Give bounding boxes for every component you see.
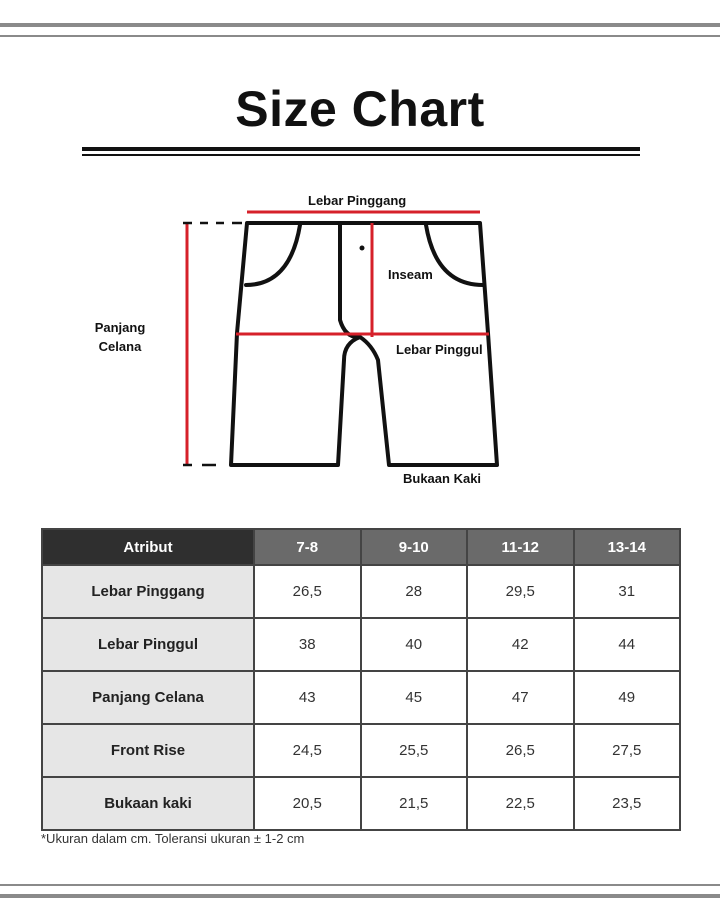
table-row <box>42 724 680 777</box>
cell-value: 27,5 <box>574 724 681 777</box>
shorts-diagram <box>0 185 720 505</box>
cell-value: 28 <box>361 565 468 618</box>
header-attribute: Atribut <box>42 529 254 565</box>
table-row <box>42 777 680 830</box>
button-dot <box>360 246 365 251</box>
cell-value: 31 <box>574 565 681 618</box>
cell-value: 42 <box>467 618 574 671</box>
label-hip: Lebar Pinggul <box>396 342 483 357</box>
cell-value: 40 <box>361 618 468 671</box>
cell-value: 26,5 <box>254 565 361 618</box>
row-label: Lebar Pinggul <box>42 618 254 671</box>
size-table <box>41 528 681 831</box>
cell-value: 24,5 <box>254 724 361 777</box>
table-row <box>42 618 680 671</box>
cell-value: 44 <box>574 618 681 671</box>
header-size: 7-8 <box>254 529 361 565</box>
table-row <box>42 671 680 724</box>
label-length <box>80 318 160 356</box>
bottom-rule-thin <box>0 884 720 886</box>
label-leg-opening: Bukaan Kaki <box>403 471 482 486</box>
header-size: 9-10 <box>361 529 468 565</box>
table-row <box>42 565 680 618</box>
row-label: Lebar Pinggang <box>42 565 254 618</box>
page-title: Size Chart <box>235 81 485 137</box>
bottom-rule-thick <box>0 894 720 898</box>
cell-value: 43 <box>254 671 361 724</box>
header-size: 13-14 <box>574 529 681 565</box>
cell-value: 23,5 <box>574 777 681 830</box>
table-header-row <box>42 529 680 565</box>
label-length-line1: Panjang <box>94 320 146 335</box>
header-size: 11-12 <box>467 529 574 565</box>
cell-value: 45 <box>361 671 468 724</box>
cell-value: 38 <box>254 618 361 671</box>
cell-value: 47 <box>467 671 574 724</box>
top-rule-thick <box>0 23 720 27</box>
tolerance-note: *Ukuran dalam cm. Toleransi ukuran ± 1-2 cm <box>41 831 305 846</box>
label-length-line2: Celana <box>98 339 142 354</box>
cell-value: 20,5 <box>254 777 361 830</box>
cell-value: 25,5 <box>361 724 468 777</box>
label-inseam: Inseam <box>388 267 433 282</box>
cell-value: 49 <box>574 671 681 724</box>
title-underline-thin <box>82 154 640 156</box>
cell-value: 22,5 <box>467 777 574 830</box>
cell-value: 29,5 <box>467 565 574 618</box>
row-label: Bukaan kaki <box>42 777 254 830</box>
cell-value: 26,5 <box>467 724 574 777</box>
cell-value: 21,5 <box>361 777 468 830</box>
row-label: Panjang Celana <box>42 671 254 724</box>
label-waist: Lebar Pinggang <box>308 193 407 208</box>
top-rule-thin <box>0 35 720 37</box>
row-label: Front Rise <box>42 724 254 777</box>
title-underline-thick <box>82 147 640 151</box>
